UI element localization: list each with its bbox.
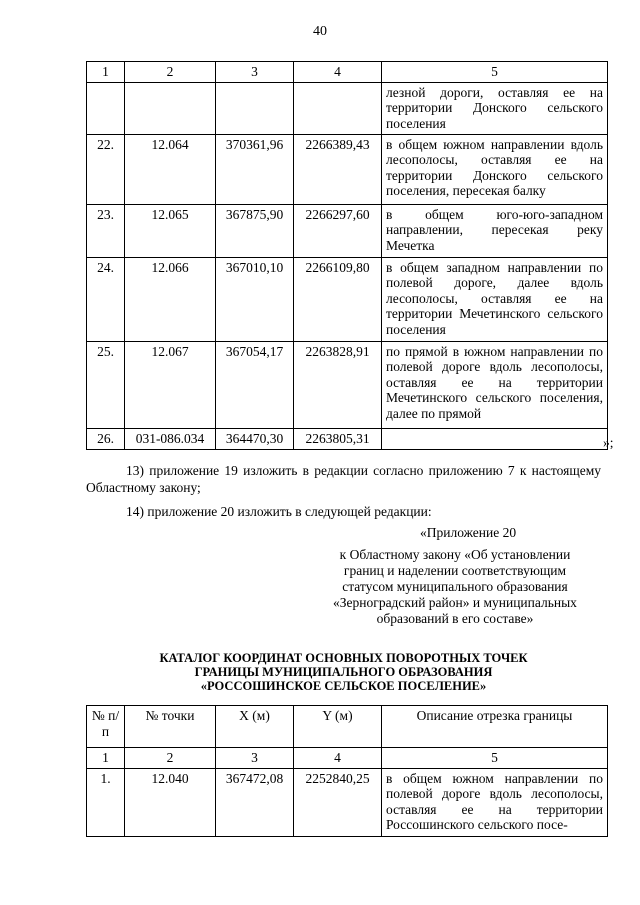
point-number: [125, 82, 216, 134]
y-coordinate: [294, 82, 382, 134]
row-number: 1.: [87, 768, 125, 836]
table-row: [87, 257, 608, 341]
table-row: [87, 82, 608, 134]
coordinates-table: [86, 705, 608, 837]
catalog-title-line: КАТАЛОГ КООРДИНАТ ОСНОВНЫХ ПОВОРОТНЫХ ТОЧЕК: [159, 651, 528, 665]
header-cell: 3: [216, 748, 294, 769]
table-row: [87, 134, 608, 204]
table-row: [87, 204, 608, 257]
appendix-line: статусом муниципального образования: [342, 579, 568, 594]
catalog-title-line: «РОССОШИНСКОЕ СЕЛЬСКОЕ ПОСЕЛЕНИЕ»: [200, 679, 487, 693]
header-cell: 2: [125, 62, 216, 83]
header-cell: 4: [294, 748, 382, 769]
y-coordinate: 2266389,43: [294, 134, 382, 204]
table-header-titles: [87, 706, 608, 748]
column-title: Y (м): [294, 706, 382, 748]
page-number: 40: [313, 24, 327, 39]
x-coordinate: 367054,17: [216, 341, 294, 428]
segment-description: в общем западном направлении по полевой дороге, далее вдоль лесополосы, оставляя ее на территории Мечетинского сельского поселения: [382, 257, 608, 341]
header-cell: 1: [87, 62, 125, 83]
row-number: 26.: [87, 428, 125, 449]
y-coordinate: 2263805,31: [294, 428, 382, 449]
y-coordinate: 2263828,91: [294, 341, 382, 428]
table-row: [87, 428, 608, 449]
x-coordinate: 367010,10: [216, 257, 294, 341]
point-number: 12.067: [125, 341, 216, 428]
column-title: № точки: [125, 706, 216, 748]
row-number: [87, 82, 125, 134]
x-coordinate: 370361,96: [216, 134, 294, 204]
point-number: 12.065: [125, 204, 216, 257]
segment-description: в общем южном направлении вдоль лесополосы, оставляя ее на территории Донского сельского поселения, пересекая балку: [382, 134, 608, 204]
column-title: X (м): [216, 706, 294, 748]
closing-quote: »;: [603, 435, 614, 450]
table-row: [87, 341, 608, 428]
appendix-line: к Областному закону «Об установлении: [339, 547, 571, 562]
table-header-numbers: [87, 62, 608, 83]
x-coordinate: 364470,30: [216, 428, 294, 449]
row-number: 22.: [87, 134, 125, 204]
column-title: № п/п: [87, 706, 125, 748]
appendix-line: образований в его составе»: [376, 611, 534, 626]
y-coordinate: 2252840,25: [294, 768, 382, 836]
paragraph-13: 13) приложение 19 изложить в редакции согласно приложению 7 к настоящему Областному закону;: [86, 463, 601, 495]
segment-description: [382, 428, 608, 449]
coordinates-table-continued: [86, 61, 608, 450]
y-coordinate: 2266109,80: [294, 257, 382, 341]
catalog-title: [86, 651, 601, 693]
appendix-reference: [310, 547, 600, 627]
point-number: 12.066: [125, 257, 216, 341]
header-cell: 3: [216, 62, 294, 83]
header-cell: 5: [382, 748, 608, 769]
table-row: [87, 768, 608, 836]
appendix-line: «Зерноградский район» и муниципальных: [333, 595, 577, 610]
row-number: 24.: [87, 257, 125, 341]
table-header-numbers: [87, 748, 608, 769]
segment-description: лезной дороги, оставляя ее на территории Донского сельского поселения: [382, 82, 608, 134]
paragraph-14: 14) приложение 20 изложить в следующей редакции:: [126, 504, 432, 519]
segment-description: в общем юго-юго-западном направлении, пересекая реку Мечетка: [382, 204, 608, 257]
appendix-title: «Приложение 20: [420, 525, 517, 540]
point-number: 12.064: [125, 134, 216, 204]
header-cell: 4: [294, 62, 382, 83]
segment-description: в общем южном направлении по полевой дороге вдоль лесополосы, оставляя ее на территории Россошинского сельского посе-: [382, 768, 608, 836]
header-cell: 2: [125, 748, 216, 769]
y-coordinate: 2266297,60: [294, 204, 382, 257]
segment-description: по прямой в южном направлении по полевой дороге вдоль лесополосы, оставляя ее на территории Мечетинского сельского поселения, далее по прямой: [382, 341, 608, 428]
appendix-line: границ и наделении соответствующим: [343, 563, 567, 578]
x-coordinate: 367472,08: [216, 768, 294, 836]
point-number: 12.040: [125, 768, 216, 836]
x-coordinate: [216, 82, 294, 134]
column-title: Описание отрезка границы: [382, 706, 608, 748]
header-cell: 5: [382, 62, 608, 83]
row-number: 25.: [87, 341, 125, 428]
catalog-title-line: ГРАНИЦЫ МУНИЦИПАЛЬНОГО ОБРАЗОВАНИЯ: [194, 665, 493, 679]
row-number: 23.: [87, 204, 125, 257]
x-coordinate: 367875,90: [216, 204, 294, 257]
point-number: 031-086.034: [125, 428, 216, 449]
header-cell: 1: [87, 748, 125, 769]
